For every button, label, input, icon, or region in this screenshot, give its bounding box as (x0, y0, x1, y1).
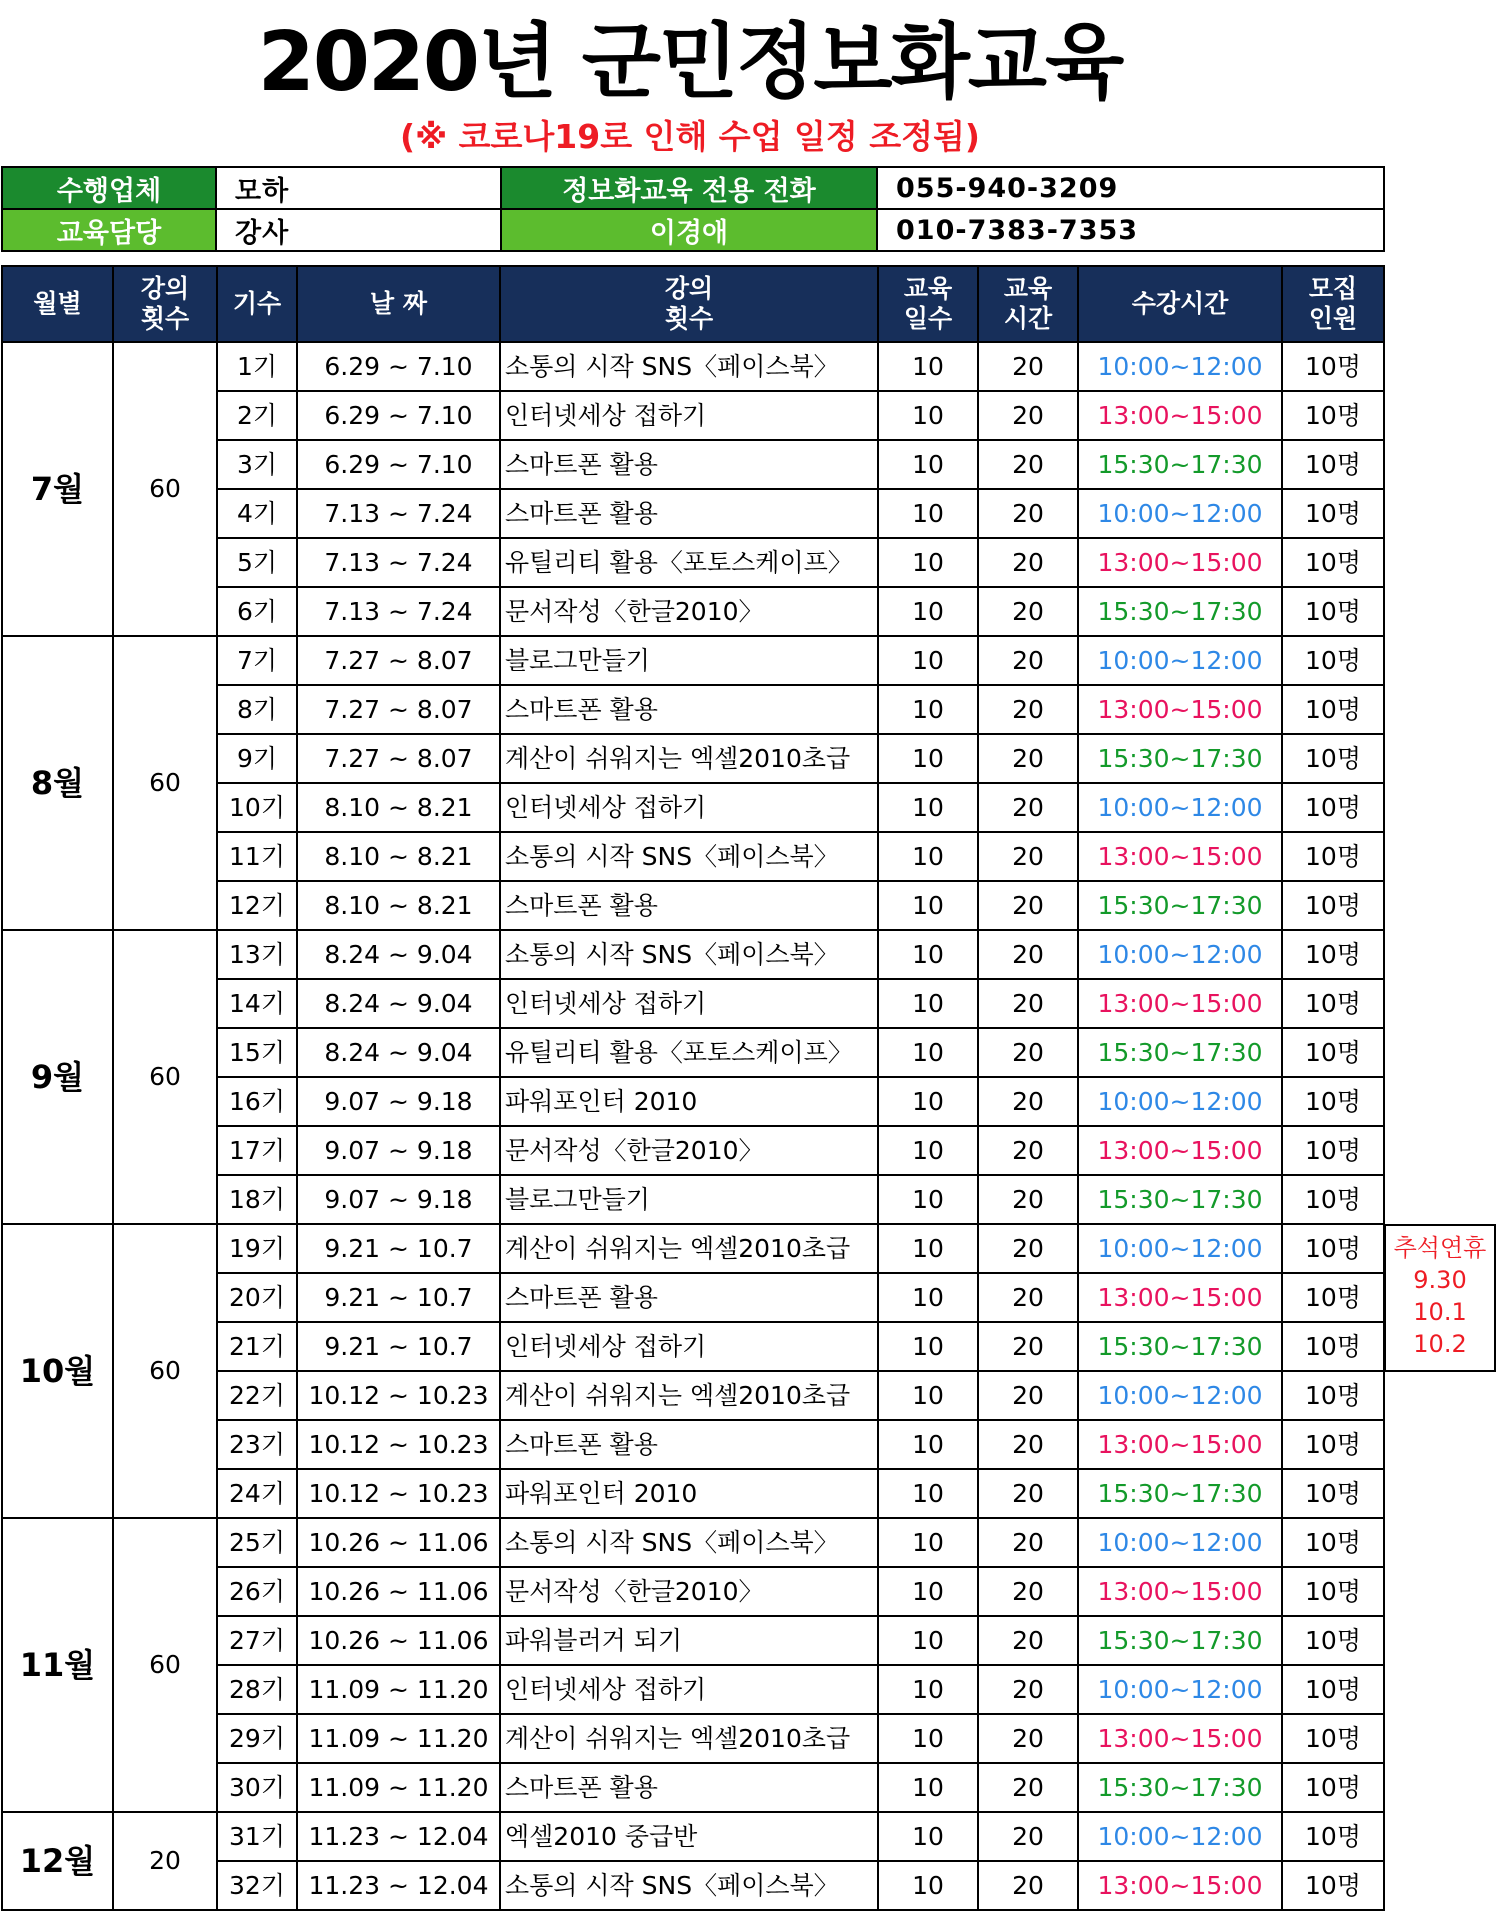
sessions-cell: 60 (113, 930, 217, 1224)
course-cell: 인터넷세상 접하기 (500, 979, 878, 1028)
capacity-cell: 10명 (1282, 979, 1384, 1028)
staff-value: 강사 (216, 209, 501, 251)
cohort-cell: 19기 (217, 1224, 297, 1273)
course-cell: 계산이 쉬워지는 엑셀2010초급 (500, 1224, 878, 1273)
date-cell: 7.13 ~ 7.24 (297, 587, 500, 636)
time-cell: 15:30~17:30 (1078, 1028, 1282, 1077)
days-cell: 10 (878, 1420, 978, 1469)
time-cell: 10:00~12:00 (1078, 489, 1282, 538)
schedule-table (1, 265, 1385, 1911)
hours-cell: 20 (978, 783, 1078, 832)
page-title: 2020년 군민정보화교육 (257, 15, 1123, 110)
course-cell: 인터넷세상 접하기 (500, 783, 878, 832)
cohort-cell: 28기 (217, 1665, 297, 1714)
sessions-cell: 60 (113, 636, 217, 930)
days-cell: 10 (878, 1567, 978, 1616)
hours-cell: 20 (978, 440, 1078, 489)
vendor-value: 모하 (216, 167, 501, 209)
course-cell: 소통의 시작 SNS〈페이스북〉 (500, 1518, 878, 1567)
holiday-note-date: 10.2 (1413, 1330, 1467, 1358)
hours-cell: 20 (978, 1567, 1078, 1616)
date-cell: 6.29 ~ 7.10 (297, 440, 500, 489)
time-cell: 15:30~17:30 (1078, 440, 1282, 489)
header-sessions: 강의 횟수 (113, 266, 217, 342)
cohort-cell: 30기 (217, 1763, 297, 1812)
date-cell: 6.29 ~ 7.10 (297, 342, 500, 391)
course-cell: 계산이 쉬워지는 엑셀2010초급 (500, 1714, 878, 1763)
capacity-cell: 10명 (1282, 489, 1384, 538)
date-cell: 8.10 ~ 8.21 (297, 783, 500, 832)
table-row (2, 342, 1384, 391)
staff-label: 교육담당 (2, 209, 216, 251)
date-cell: 11.09 ~ 11.20 (297, 1665, 500, 1714)
course-cell: 문서작성〈한글2010〉 (500, 1567, 878, 1616)
time-cell: 13:00~15:00 (1078, 1126, 1282, 1175)
month-cell: 9월 (2, 930, 113, 1224)
hours-cell: 20 (978, 1714, 1078, 1763)
time-cell: 15:30~17:30 (1078, 1175, 1282, 1224)
date-cell: 11.23 ~ 12.04 (297, 1812, 500, 1861)
cohort-cell: 13기 (217, 930, 297, 979)
capacity-cell: 10명 (1282, 587, 1384, 636)
course-cell: 소통의 시작 SNS〈페이스북〉 (500, 930, 878, 979)
table-row (2, 1224, 1384, 1273)
time-cell: 15:30~17:30 (1078, 1469, 1282, 1518)
course-cell: 스마트폰 활용 (500, 1273, 878, 1322)
sessions-cell: 60 (113, 1224, 217, 1518)
course-cell: 소통의 시작 SNS〈페이스북〉 (500, 1861, 878, 1910)
sessions-cell: 60 (113, 1518, 217, 1812)
date-cell: 7.13 ~ 7.24 (297, 489, 500, 538)
course-cell: 인터넷세상 접하기 (500, 1322, 878, 1371)
course-cell: 문서작성〈한글2010〉 (500, 587, 878, 636)
capacity-cell: 10명 (1282, 391, 1384, 440)
time-cell: 15:30~17:30 (1078, 734, 1282, 783)
capacity-cell: 10명 (1282, 783, 1384, 832)
hours-cell: 20 (978, 979, 1078, 1028)
hours-cell: 20 (978, 1224, 1078, 1273)
cohort-cell: 29기 (217, 1714, 297, 1763)
cohort-cell: 12기 (217, 881, 297, 930)
days-cell: 10 (878, 636, 978, 685)
capacity-cell: 10명 (1282, 930, 1384, 979)
course-cell: 파워포인터 2010 (500, 1077, 878, 1126)
holiday-note-title: 추석연휴 (1393, 1234, 1487, 1262)
header-time: 수강시간 (1078, 266, 1282, 342)
days-cell: 10 (878, 489, 978, 538)
hours-cell: 20 (978, 1077, 1078, 1126)
time-cell: 10:00~12:00 (1078, 636, 1282, 685)
time-cell: 10:00~12:00 (1078, 1665, 1282, 1714)
days-cell: 10 (878, 1812, 978, 1861)
time-cell: 13:00~15:00 (1078, 1420, 1282, 1469)
cohort-cell: 1기 (217, 342, 297, 391)
hours-cell: 20 (978, 489, 1078, 538)
header-cohort: 기수 (217, 266, 297, 342)
header-capacity: 모집 인원 (1282, 266, 1384, 342)
info-table (1, 166, 1385, 252)
capacity-cell: 10명 (1282, 1273, 1384, 1322)
course-cell: 계산이 쉬워지는 엑셀2010초급 (500, 1371, 878, 1420)
days-cell: 10 (878, 1861, 978, 1910)
course-cell: 파워블러거 되기 (500, 1616, 878, 1665)
hours-cell: 20 (978, 1175, 1078, 1224)
table-row (2, 1812, 1384, 1861)
time-cell: 10:00~12:00 (1078, 783, 1282, 832)
header-month: 월별 (2, 266, 113, 342)
capacity-cell: 10명 (1282, 1763, 1384, 1812)
date-cell: 11.09 ~ 11.20 (297, 1763, 500, 1812)
course-cell: 인터넷세상 접하기 (500, 391, 878, 440)
course-cell: 스마트폰 활용 (500, 440, 878, 489)
holiday-note-date: 9.30 (1413, 1266, 1467, 1294)
cohort-cell: 21기 (217, 1322, 297, 1371)
course-cell: 스마트폰 활용 (500, 1763, 878, 1812)
hours-cell: 20 (978, 734, 1078, 783)
time-cell: 10:00~12:00 (1078, 342, 1282, 391)
hours-cell: 20 (978, 1763, 1078, 1812)
days-cell: 10 (878, 1126, 978, 1175)
hours-cell: 20 (978, 587, 1078, 636)
hours-cell: 20 (978, 930, 1078, 979)
time-cell: 10:00~12:00 (1078, 1077, 1282, 1126)
hours-cell: 20 (978, 1371, 1078, 1420)
days-cell: 10 (878, 783, 978, 832)
time-cell: 13:00~15:00 (1078, 832, 1282, 881)
month-cell: 7월 (2, 342, 113, 636)
days-cell: 10 (878, 440, 978, 489)
date-cell: 10.26 ~ 11.06 (297, 1518, 500, 1567)
header-course: 강의 횟수 (500, 266, 878, 342)
capacity-cell: 10명 (1282, 1812, 1384, 1861)
month-cell: 8월 (2, 636, 113, 930)
days-cell: 10 (878, 1273, 978, 1322)
page-subtitle: (※ 코로나19로 인해 수업 일정 조정됨) (399, 117, 981, 156)
date-cell: 7.27 ~ 8.07 (297, 636, 500, 685)
cohort-cell: 2기 (217, 391, 297, 440)
time-cell: 10:00~12:00 (1078, 1371, 1282, 1420)
capacity-cell: 10명 (1282, 881, 1384, 930)
capacity-cell: 10명 (1282, 1861, 1384, 1910)
date-cell: 10.12 ~ 10.23 (297, 1371, 500, 1420)
capacity-cell: 10명 (1282, 538, 1384, 587)
phone-value: 055-940-3209 (877, 167, 1384, 209)
capacity-cell: 10명 (1282, 636, 1384, 685)
cohort-cell: 32기 (217, 1861, 297, 1910)
time-cell: 15:30~17:30 (1078, 1616, 1282, 1665)
course-cell: 스마트폰 활용 (500, 489, 878, 538)
cohort-cell: 23기 (217, 1420, 297, 1469)
hours-cell: 20 (978, 1616, 1078, 1665)
capacity-cell: 10명 (1282, 734, 1384, 783)
hours-cell: 20 (978, 1812, 1078, 1861)
time-cell: 15:30~17:30 (1078, 1322, 1282, 1371)
capacity-cell: 10명 (1282, 685, 1384, 734)
days-cell: 10 (878, 1714, 978, 1763)
hours-cell: 20 (978, 1665, 1078, 1714)
capacity-cell: 10명 (1282, 440, 1384, 489)
time-cell: 15:30~17:30 (1078, 587, 1282, 636)
date-cell: 9.21 ~ 10.7 (297, 1224, 500, 1273)
course-cell: 문서작성〈한글2010〉 (500, 1126, 878, 1175)
date-cell: 10.26 ~ 11.06 (297, 1616, 500, 1665)
time-cell: 13:00~15:00 (1078, 391, 1282, 440)
capacity-cell: 10명 (1282, 832, 1384, 881)
holiday-note (1384, 1224, 1496, 1372)
days-cell: 10 (878, 1371, 978, 1420)
header-hours: 교육 시간 (978, 266, 1078, 342)
time-cell: 13:00~15:00 (1078, 538, 1282, 587)
capacity-cell: 10명 (1282, 1420, 1384, 1469)
cohort-cell: 5기 (217, 538, 297, 587)
table-row (2, 1518, 1384, 1567)
days-cell: 10 (878, 391, 978, 440)
cohort-cell: 31기 (217, 1812, 297, 1861)
date-cell: 10.26 ~ 11.06 (297, 1567, 500, 1616)
time-cell: 10:00~12:00 (1078, 1518, 1282, 1567)
date-cell: 10.12 ~ 10.23 (297, 1420, 500, 1469)
cohort-cell: 11기 (217, 832, 297, 881)
time-cell: 13:00~15:00 (1078, 1861, 1282, 1910)
sessions-cell: 20 (113, 1812, 217, 1910)
date-cell: 9.07 ~ 9.18 (297, 1077, 500, 1126)
days-cell: 10 (878, 734, 978, 783)
days-cell: 10 (878, 1322, 978, 1371)
date-cell: 10.12 ~ 10.23 (297, 1469, 500, 1518)
hours-cell: 20 (978, 391, 1078, 440)
sessions-cell: 60 (113, 342, 217, 636)
date-cell: 7.27 ~ 8.07 (297, 685, 500, 734)
date-cell: 9.21 ~ 10.7 (297, 1273, 500, 1322)
phone-label: 정보화교육 전용 전화 (501, 167, 877, 209)
cohort-cell: 4기 (217, 489, 297, 538)
date-cell: 8.10 ~ 8.21 (297, 832, 500, 881)
cohort-cell: 16기 (217, 1077, 297, 1126)
capacity-cell: 10명 (1282, 1322, 1384, 1371)
schedule-body (2, 342, 1384, 1910)
date-cell: 8.10 ~ 8.21 (297, 881, 500, 930)
table-row (2, 636, 1384, 685)
time-cell: 13:00~15:00 (1078, 685, 1282, 734)
course-cell: 블로그만들기 (500, 1175, 878, 1224)
header-days: 교육 일수 (878, 266, 978, 342)
days-cell: 10 (878, 538, 978, 587)
days-cell: 10 (878, 1763, 978, 1812)
date-cell: 9.07 ~ 9.18 (297, 1175, 500, 1224)
time-cell: 13:00~15:00 (1078, 1567, 1282, 1616)
days-cell: 10 (878, 1469, 978, 1518)
month-cell: 11월 (2, 1518, 113, 1812)
cohort-cell: 18기 (217, 1175, 297, 1224)
date-cell: 11.23 ~ 12.04 (297, 1861, 500, 1910)
days-cell: 10 (878, 1665, 978, 1714)
month-cell: 12월 (2, 1812, 113, 1910)
instructor-value: 010-7383-7353 (877, 209, 1384, 251)
hours-cell: 20 (978, 1322, 1078, 1371)
course-cell: 소통의 시작 SNS〈페이스북〉 (500, 342, 878, 391)
date-cell: 6.29 ~ 7.10 (297, 391, 500, 440)
time-cell: 15:30~17:30 (1078, 1763, 1282, 1812)
course-cell: 스마트폰 활용 (500, 1420, 878, 1469)
cohort-cell: 3기 (217, 440, 297, 489)
hours-cell: 20 (978, 1469, 1078, 1518)
cohort-cell: 20기 (217, 1273, 297, 1322)
capacity-cell: 10명 (1282, 1616, 1384, 1665)
days-cell: 10 (878, 587, 978, 636)
days-cell: 10 (878, 342, 978, 391)
course-cell: 엑셀2010 중급반 (500, 1812, 878, 1861)
header-date: 날 짜 (297, 266, 500, 342)
days-cell: 10 (878, 685, 978, 734)
course-cell: 스마트폰 활용 (500, 685, 878, 734)
date-cell: 7.13 ~ 7.24 (297, 538, 500, 587)
days-cell: 10 (878, 832, 978, 881)
time-cell: 10:00~12:00 (1078, 930, 1282, 979)
cohort-cell: 9기 (217, 734, 297, 783)
time-cell: 10:00~12:00 (1078, 1812, 1282, 1861)
date-cell: 8.24 ~ 9.04 (297, 930, 500, 979)
course-cell: 소통의 시작 SNS〈페이스북〉 (500, 832, 878, 881)
capacity-cell: 10명 (1282, 1567, 1384, 1616)
hours-cell: 20 (978, 1273, 1078, 1322)
capacity-cell: 10명 (1282, 1469, 1384, 1518)
hours-cell: 20 (978, 1126, 1078, 1175)
cohort-cell: 10기 (217, 783, 297, 832)
hours-cell: 20 (978, 1420, 1078, 1469)
capacity-cell: 10명 (1282, 1714, 1384, 1763)
course-cell: 유틸리티 활용〈포토스케이프〉 (500, 1028, 878, 1077)
capacity-cell: 10명 (1282, 342, 1384, 391)
days-cell: 10 (878, 1224, 978, 1273)
cohort-cell: 6기 (217, 587, 297, 636)
hours-cell: 20 (978, 1028, 1078, 1077)
month-cell: 10월 (2, 1224, 113, 1518)
date-cell: 9.07 ~ 9.18 (297, 1126, 500, 1175)
date-cell: 11.09 ~ 11.20 (297, 1714, 500, 1763)
hours-cell: 20 (978, 342, 1078, 391)
capacity-cell: 10명 (1282, 1665, 1384, 1714)
info-row-staff (2, 209, 1384, 251)
hours-cell: 20 (978, 832, 1078, 881)
course-cell: 스마트폰 활용 (500, 881, 878, 930)
capacity-cell: 10명 (1282, 1028, 1384, 1077)
days-cell: 10 (878, 1028, 978, 1077)
cohort-cell: 8기 (217, 685, 297, 734)
cohort-cell: 15기 (217, 1028, 297, 1077)
hours-cell: 20 (978, 538, 1078, 587)
time-cell: 13:00~15:00 (1078, 1714, 1282, 1763)
capacity-cell: 10명 (1282, 1077, 1384, 1126)
capacity-cell: 10명 (1282, 1371, 1384, 1420)
date-cell: 9.21 ~ 10.7 (297, 1322, 500, 1371)
cohort-cell: 27기 (217, 1616, 297, 1665)
info-row-vendor (2, 167, 1384, 209)
date-cell: 8.24 ~ 9.04 (297, 1028, 500, 1077)
days-cell: 10 (878, 881, 978, 930)
time-cell: 13:00~15:00 (1078, 1273, 1282, 1322)
days-cell: 10 (878, 1518, 978, 1567)
cohort-cell: 7기 (217, 636, 297, 685)
cohort-cell: 25기 (217, 1518, 297, 1567)
time-cell: 13:00~15:00 (1078, 979, 1282, 1028)
vendor-label: 수행업체 (2, 167, 216, 209)
days-cell: 10 (878, 1175, 978, 1224)
hours-cell: 20 (978, 685, 1078, 734)
course-cell: 계산이 쉬워지는 엑셀2010초급 (500, 734, 878, 783)
hours-cell: 20 (978, 636, 1078, 685)
days-cell: 10 (878, 1077, 978, 1126)
capacity-cell: 10명 (1282, 1224, 1384, 1273)
capacity-cell: 10명 (1282, 1126, 1384, 1175)
cohort-cell: 14기 (217, 979, 297, 1028)
days-cell: 10 (878, 979, 978, 1028)
date-cell: 7.27 ~ 8.07 (297, 734, 500, 783)
holiday-note-date: 10.1 (1413, 1298, 1467, 1326)
course-cell: 파워포인터 2010 (500, 1469, 878, 1518)
cohort-cell: 22기 (217, 1371, 297, 1420)
table-row (2, 930, 1384, 979)
cohort-cell: 24기 (217, 1469, 297, 1518)
time-cell: 15:30~17:30 (1078, 881, 1282, 930)
days-cell: 10 (878, 930, 978, 979)
date-cell: 8.24 ~ 9.04 (297, 979, 500, 1028)
time-cell: 10:00~12:00 (1078, 1224, 1282, 1273)
course-cell: 유틸리티 활용〈포토스케이프〉 (500, 538, 878, 587)
capacity-cell: 10명 (1282, 1518, 1384, 1567)
instructor-label: 이경애 (501, 209, 877, 251)
course-cell: 블로그만들기 (500, 636, 878, 685)
days-cell: 10 (878, 1616, 978, 1665)
cohort-cell: 26기 (217, 1567, 297, 1616)
hours-cell: 20 (978, 1518, 1078, 1567)
hours-cell: 20 (978, 1861, 1078, 1910)
course-cell: 인터넷세상 접하기 (500, 1665, 878, 1714)
schedule-header-row (2, 266, 1384, 342)
cohort-cell: 17기 (217, 1126, 297, 1175)
capacity-cell: 10명 (1282, 1175, 1384, 1224)
hours-cell: 20 (978, 881, 1078, 930)
